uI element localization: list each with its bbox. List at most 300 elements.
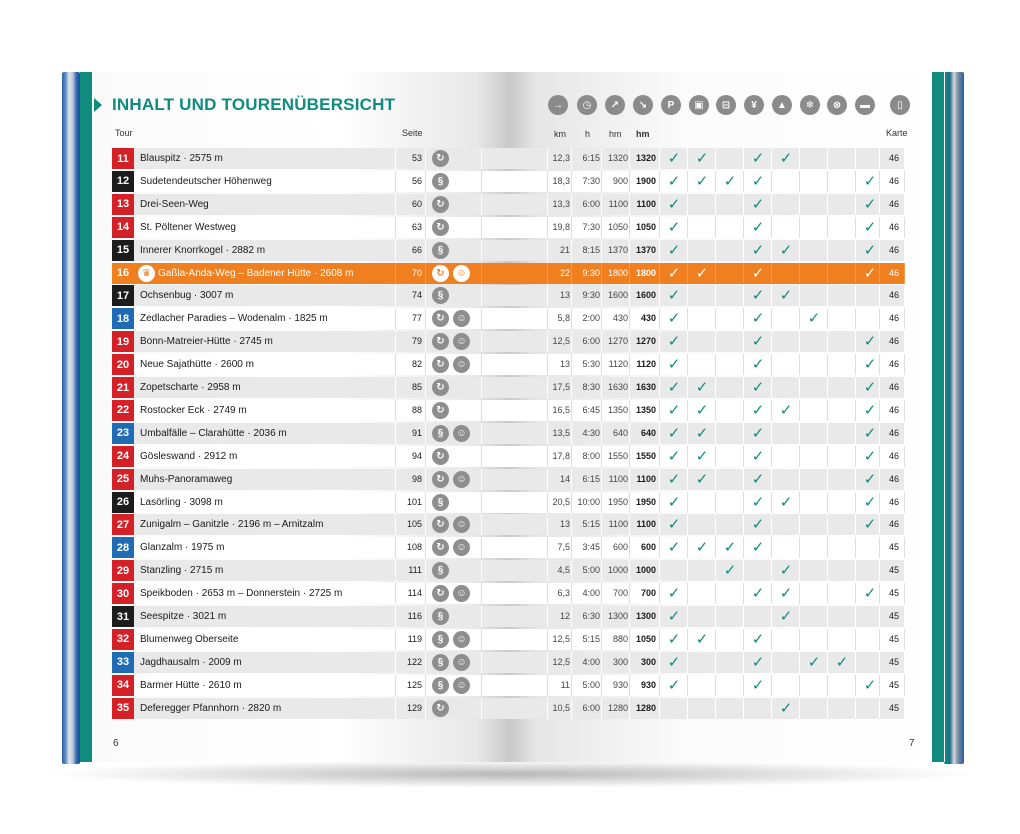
table-cell xyxy=(800,698,828,719)
stat-h: 6:00 xyxy=(582,198,600,209)
stat-hm: 930 xyxy=(640,679,656,690)
table-cell xyxy=(828,492,856,513)
circular-route-icon: ↻ xyxy=(432,196,449,213)
stat-up: 1320 xyxy=(607,153,628,163)
table-cell xyxy=(828,331,856,352)
restaurant-icon: ¥ xyxy=(744,95,764,115)
check-icon: ✓ xyxy=(835,653,849,671)
stat-up: 1550 xyxy=(607,450,628,461)
page-number: 125 xyxy=(406,679,422,690)
table-cell xyxy=(800,171,828,192)
table-cell xyxy=(482,514,548,535)
stat-h: 2:00 xyxy=(582,313,600,324)
check-icon: ✓ xyxy=(723,172,737,190)
check-icon: ✓ xyxy=(863,401,877,419)
map-number: 46 xyxy=(888,244,899,255)
page-number: 74 xyxy=(411,290,422,301)
clock-icon: ◷ xyxy=(577,95,597,115)
stat-km: 21 xyxy=(559,244,570,255)
table-cell xyxy=(772,263,800,284)
check-icon: ✓ xyxy=(863,379,877,396)
check-icon: ✓ xyxy=(751,539,765,557)
stat-hm: 1050 xyxy=(635,633,656,644)
tour-number-badge: 24 xyxy=(112,446,134,467)
check-icon: ✓ xyxy=(667,241,681,259)
check-icon: ✓ xyxy=(751,470,765,488)
check-icon: ✓ xyxy=(667,150,681,167)
table-cell xyxy=(482,240,548,261)
check-icon: ✓ xyxy=(667,676,681,694)
check-icon: ✓ xyxy=(695,424,709,442)
check-icon: ✓ xyxy=(863,585,877,603)
stat-up: 900 xyxy=(612,175,628,186)
table-cell xyxy=(688,514,716,535)
table-cell xyxy=(800,148,828,169)
stat-hm: 1000 xyxy=(635,565,656,576)
stat-hm: 600 xyxy=(640,542,656,553)
table-cell xyxy=(800,583,828,604)
circular-route-icon: ↻ xyxy=(432,700,449,717)
table-row xyxy=(112,698,905,719)
map-number: 46 xyxy=(888,221,899,232)
page-number: 122 xyxy=(406,656,422,667)
map-number: 46 xyxy=(888,290,899,301)
page-number: 53 xyxy=(411,153,422,163)
check-icon: ✓ xyxy=(667,630,681,648)
check-icon: ✓ xyxy=(723,562,737,580)
stat-up: 1280 xyxy=(607,702,628,713)
stat-hm: 1270 xyxy=(635,336,656,347)
check-icon: ✓ xyxy=(667,516,681,534)
stat-hm: 1350 xyxy=(635,404,656,415)
table-cell xyxy=(856,606,880,627)
bed-icon: ▬ xyxy=(855,95,875,115)
tour-name: Zedlacher Paradies – Wodenalm · 1825 m xyxy=(140,313,328,325)
column-header-tour: Tour xyxy=(115,128,133,138)
tour-number-badge: 34 xyxy=(112,675,134,696)
map-number: 46 xyxy=(888,336,899,347)
table-cell xyxy=(482,675,548,696)
circular-route-icon: ↻ xyxy=(432,402,449,419)
check-icon: ✓ xyxy=(779,241,793,259)
map-number: 46 xyxy=(888,473,899,484)
tour-name: Blumenweg Oberseite xyxy=(140,633,239,645)
stat-hm: 1950 xyxy=(635,496,656,507)
map-number: 45 xyxy=(888,656,899,667)
check-icon: ✓ xyxy=(751,424,765,442)
check-icon: ✓ xyxy=(667,424,681,442)
page-number: 77 xyxy=(411,313,422,324)
stat-km: 12,5 xyxy=(552,633,570,644)
stat-km: 6,3 xyxy=(557,588,570,599)
table-cell xyxy=(744,698,772,719)
table-cell xyxy=(482,217,548,238)
table-cell xyxy=(482,423,548,444)
table-cell xyxy=(772,331,800,352)
check-icon: ✓ xyxy=(695,539,709,557)
tour-number-badge: 31 xyxy=(112,606,134,627)
route-type-icon: § xyxy=(432,425,449,442)
table-cell xyxy=(772,469,800,490)
circular-route-icon: ↻ xyxy=(432,379,449,396)
stat-h: 4:30 xyxy=(582,427,600,438)
table-cell xyxy=(828,240,856,261)
check-icon: ✓ xyxy=(751,379,765,396)
page-number: 119 xyxy=(407,633,422,644)
table-cell xyxy=(828,514,856,535)
family-bear-icon: ☺ xyxy=(453,265,470,282)
family-bear-icon: ☺ xyxy=(453,310,470,327)
stat-hm: 1100 xyxy=(636,519,656,530)
check-icon: ✓ xyxy=(779,150,793,167)
check-icon: ✓ xyxy=(667,379,681,396)
table-cell xyxy=(482,194,548,215)
check-icon: ✓ xyxy=(779,493,793,511)
table-row xyxy=(112,308,905,329)
summit-icon: ▲ xyxy=(772,95,792,115)
family-bear-icon: ☺ xyxy=(453,516,470,533)
table-cell xyxy=(800,492,828,513)
check-icon: ✓ xyxy=(751,287,765,305)
table-row xyxy=(112,446,905,467)
tour-number-badge: 27 xyxy=(112,514,134,535)
tour-name: Drei-Seen-Weg xyxy=(140,198,209,210)
table-cell xyxy=(828,446,856,467)
table-row xyxy=(112,606,905,627)
check-icon: ✓ xyxy=(863,516,877,534)
table-cell xyxy=(716,263,744,284)
map-number: 46 xyxy=(888,450,899,461)
page-number: 79 xyxy=(411,336,422,347)
teal-margin-bar-right xyxy=(932,72,944,762)
check-icon: ✓ xyxy=(667,356,681,374)
table-row xyxy=(112,469,905,490)
table-cell xyxy=(828,469,856,490)
check-icon: ✓ xyxy=(863,676,877,694)
map-number: 45 xyxy=(888,633,899,644)
stat-h: 8:00 xyxy=(582,450,600,461)
table-cell xyxy=(800,423,828,444)
table-cell xyxy=(716,354,744,375)
family-bear-icon: ☺ xyxy=(453,539,470,556)
tour-name: Gösleswand · 2912 m xyxy=(140,450,238,462)
page-number: 66 xyxy=(411,244,422,255)
check-icon: ✓ xyxy=(667,195,681,213)
table-cell xyxy=(482,263,548,284)
check-icon: ✓ xyxy=(863,195,877,213)
table-cell xyxy=(772,446,800,467)
table-cell xyxy=(716,377,744,398)
stat-km: 4,5 xyxy=(557,565,570,576)
tour-number-badge: 26 xyxy=(112,492,134,513)
table-cell xyxy=(772,537,800,558)
table-cell xyxy=(800,285,828,306)
stat-km: 12,5 xyxy=(552,656,570,667)
tour-number-badge: 32 xyxy=(112,629,134,650)
column-header-karte: Karte xyxy=(886,128,908,138)
page-number: 114 xyxy=(407,588,422,599)
check-icon: ✓ xyxy=(751,310,765,328)
map-number: 45 xyxy=(888,679,899,690)
circular-route-icon: ↻ xyxy=(432,265,449,282)
table-cell xyxy=(716,308,744,329)
stat-hm: 300 xyxy=(640,656,656,667)
table-cell xyxy=(716,606,744,627)
table-cell xyxy=(828,217,856,238)
table-row xyxy=(112,148,905,169)
table-cell xyxy=(660,698,688,719)
table-cell xyxy=(482,148,548,169)
stat-up: 600 xyxy=(612,542,628,553)
check-icon: ✓ xyxy=(751,401,765,419)
map-number: 46 xyxy=(888,359,899,370)
check-icon: ✓ xyxy=(667,493,681,511)
stat-h: 5:30 xyxy=(582,359,600,370)
stat-hm: 1600 xyxy=(635,290,656,301)
route-type-icon: § xyxy=(432,287,449,304)
stat-up: 430 xyxy=(612,313,628,324)
book-edge-left xyxy=(62,72,80,764)
table-cell xyxy=(482,560,548,581)
stat-up: 930 xyxy=(612,679,628,690)
stat-km: 20,5 xyxy=(552,496,570,507)
page-number: 56 xyxy=(411,175,422,186)
page-number: 70 xyxy=(411,267,422,278)
stat-up: 1350 xyxy=(607,404,628,415)
check-icon: ✓ xyxy=(751,493,765,511)
phone-icon: ▯ xyxy=(890,95,910,115)
family-bear-icon: ☺ xyxy=(453,585,470,602)
map-number: 46 xyxy=(888,382,899,392)
tour-number-badge: 33 xyxy=(112,652,134,673)
title-arrow-icon xyxy=(94,98,102,112)
table-cell xyxy=(828,308,856,329)
circular-route-icon: ↻ xyxy=(432,585,449,602)
table-cell xyxy=(716,400,744,421)
book-edge-right xyxy=(944,72,964,764)
stat-hm: 1280 xyxy=(635,702,656,713)
page-number: 101 xyxy=(406,496,422,507)
table-cell xyxy=(800,469,828,490)
circular-route-icon: ↻ xyxy=(432,219,449,236)
stat-h: 3:45 xyxy=(582,542,600,553)
check-icon: ✓ xyxy=(695,630,709,648)
table-cell xyxy=(772,377,800,398)
page-number: 108 xyxy=(406,542,422,553)
stat-hm: 430 xyxy=(640,313,656,324)
table-cell xyxy=(688,331,716,352)
stat-hm: 640 xyxy=(640,427,656,438)
page-number-right: 7 xyxy=(909,738,915,749)
route-type-icon: § xyxy=(432,631,449,648)
stat-km: 18,3 xyxy=(552,175,570,186)
tour-name: Innerer Knorrkogel · 2882 m xyxy=(140,244,266,256)
check-icon: ✓ xyxy=(695,150,709,167)
circular-route-icon: ↻ xyxy=(432,539,449,556)
page-number: 111 xyxy=(408,565,422,576)
stat-km: 19,8 xyxy=(552,221,570,232)
check-icon: ✓ xyxy=(695,447,709,465)
stat-h: 8:30 xyxy=(582,382,600,392)
table-cell xyxy=(482,652,548,673)
stat-h: 7:30 xyxy=(582,175,600,186)
check-icon: ✓ xyxy=(863,264,877,282)
check-icon: ✓ xyxy=(863,241,877,259)
stat-up: 1100 xyxy=(608,473,628,484)
check-icon: ✓ xyxy=(751,630,765,648)
table-cell xyxy=(482,354,548,375)
check-icon: ✓ xyxy=(667,264,681,282)
table-cell xyxy=(828,537,856,558)
tour-number-badge: 29 xyxy=(112,560,134,581)
map-number: 46 xyxy=(888,175,899,186)
table-row xyxy=(112,263,905,284)
tour-name: Stanzling · 2715 m xyxy=(140,565,224,577)
table-cell xyxy=(716,148,744,169)
table-row xyxy=(112,331,905,352)
circular-route-icon: ↻ xyxy=(432,356,449,373)
page-number: 82 xyxy=(411,359,422,370)
check-icon: ✓ xyxy=(863,424,877,442)
stat-up: 640 xyxy=(612,427,628,438)
stat-up: 700 xyxy=(612,588,628,599)
page-number: 116 xyxy=(407,611,422,621)
check-icon: ✓ xyxy=(863,470,877,488)
circular-route-icon: ↻ xyxy=(432,448,449,465)
tour-number-badge: 28 xyxy=(112,537,134,558)
page-number-left: 6 xyxy=(113,738,119,749)
table-cell xyxy=(828,560,856,581)
check-icon: ✓ xyxy=(751,172,765,190)
stat-hm: 700 xyxy=(640,588,656,599)
tour-name: Lasörling · 3098 m xyxy=(140,496,223,508)
stat-h: 5:15 xyxy=(582,519,600,530)
table-cell xyxy=(482,583,548,604)
tour-name: Neue Sajathütte · 2600 m xyxy=(140,359,254,371)
stat-up: 1950 xyxy=(607,496,628,507)
tour-name: Gaßla-Anda-Weg – Badener Hütte · 2608 m xyxy=(158,267,354,279)
table-cell xyxy=(772,675,800,696)
stat-hm: 1120 xyxy=(636,359,656,370)
tour-number-badge: 25 xyxy=(112,469,134,490)
table-cell xyxy=(744,606,772,627)
stat-up: 880 xyxy=(612,633,628,644)
tour-name: Bonn-Matreier-Hütte · 2745 m xyxy=(140,336,273,348)
stat-h: 8:15 xyxy=(582,244,600,255)
page-number: 105 xyxy=(406,519,422,530)
table-cell xyxy=(800,194,828,215)
bike-icon: ⊗ xyxy=(827,95,847,115)
stat-km: 17,8 xyxy=(552,450,570,461)
stat-h: 6:15 xyxy=(582,153,600,163)
stat-up: 1370 xyxy=(607,244,628,255)
table-cell xyxy=(800,331,828,352)
bus-icon: ▣ xyxy=(689,95,709,115)
table-cell xyxy=(800,675,828,696)
check-icon: ✓ xyxy=(667,333,681,351)
table-cell xyxy=(688,285,716,306)
table-cell xyxy=(482,469,548,490)
tour-number-badge: 35 xyxy=(112,698,134,719)
table-row xyxy=(112,423,905,444)
table-cell xyxy=(688,698,716,719)
table-cell xyxy=(772,308,800,329)
table-cell xyxy=(800,514,828,535)
tour-name: Sudetendeutscher Höhenweg xyxy=(140,175,272,187)
family-bear-icon: ☺ xyxy=(453,677,470,694)
table-cell xyxy=(772,171,800,192)
map-number: 46 xyxy=(888,404,899,415)
map-number: 46 xyxy=(888,519,899,530)
check-icon: ✓ xyxy=(863,218,877,236)
check-icon: ✓ xyxy=(695,172,709,190)
check-icon: ✓ xyxy=(667,172,681,190)
stat-hm: 1900 xyxy=(635,175,656,186)
stat-km: 11 xyxy=(560,679,570,690)
circular-route-icon: ↻ xyxy=(432,310,449,327)
tour-number-badge: 30 xyxy=(112,583,134,604)
check-icon: ✓ xyxy=(779,585,793,603)
stat-km: 12 xyxy=(559,611,570,621)
table-cell xyxy=(856,629,880,650)
stat-h: 10:00 xyxy=(577,496,600,507)
check-icon: ✓ xyxy=(863,356,877,374)
table-cell xyxy=(716,423,744,444)
cable-car-icon: ⊟ xyxy=(716,95,736,115)
column-header-seite: Seite xyxy=(402,128,423,138)
table-cell xyxy=(800,537,828,558)
table-cell xyxy=(828,171,856,192)
table-cell xyxy=(828,629,856,650)
table-cell xyxy=(688,308,716,329)
check-icon: ✓ xyxy=(751,516,765,534)
map-number: 45 xyxy=(888,611,899,621)
stat-km: 10,5 xyxy=(552,702,570,713)
check-icon: ✓ xyxy=(695,264,709,282)
tour-name: Seespitze · 3021 m xyxy=(140,611,227,622)
stat-up: 1270 xyxy=(607,336,628,347)
table-cell xyxy=(716,629,744,650)
table-cell xyxy=(716,331,744,352)
table-cell xyxy=(716,446,744,467)
table-cell xyxy=(482,331,548,352)
table-cell xyxy=(856,537,880,558)
table-row xyxy=(112,240,905,261)
page-title xyxy=(92,93,395,117)
map-number: 46 xyxy=(888,198,899,209)
table-cell xyxy=(688,606,716,627)
tour-number-badge: 18 xyxy=(112,308,134,329)
table-cell xyxy=(482,606,548,627)
stat-up: 1300 xyxy=(607,611,628,621)
book-shadow xyxy=(40,760,980,788)
stat-h: 7:30 xyxy=(582,221,600,232)
tour-number-badge: 21 xyxy=(112,377,134,398)
table-row xyxy=(112,194,905,215)
table-cell xyxy=(716,469,744,490)
stat-km: 7,5 xyxy=(557,542,570,553)
table-cell xyxy=(856,148,880,169)
check-icon: ✓ xyxy=(667,218,681,236)
stat-h: 5:15 xyxy=(582,633,600,644)
table-cell xyxy=(482,698,548,719)
table-cell xyxy=(716,240,744,261)
table-cell xyxy=(800,446,828,467)
table-row xyxy=(112,171,905,192)
table-cell xyxy=(716,675,744,696)
tour-name: Muhs-Panoramaweg xyxy=(140,473,233,485)
table-cell xyxy=(856,285,880,306)
